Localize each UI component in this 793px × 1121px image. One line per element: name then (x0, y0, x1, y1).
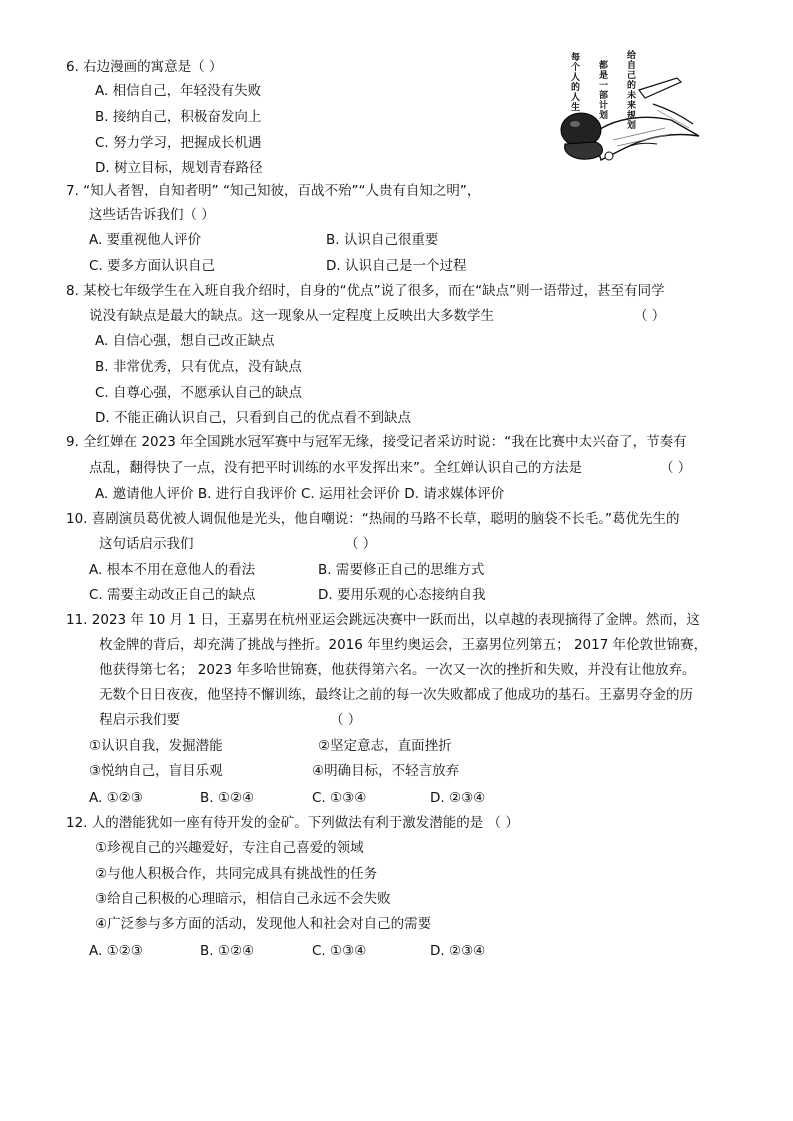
q9-stem-line1: 9. 全红婵在 2023 年全国跳水冠军赛中与冠军无缘，接受记者采访时说：“我在比赛中太兴奋了，节奏有 (66, 434, 687, 450)
q8-answer-paren: （ ） (634, 308, 666, 324)
q11-answer-b: B. ①②④ (200, 790, 255, 806)
q7-option-d: D. 认识自己是一个过程 (326, 258, 467, 274)
q11-stem-line2: 枚金牌的背后，却充满了挑战与挫折。2016 年里约奥运会，王嘉男位列第五； 2017 年伦敦世锦赛， (99, 637, 708, 653)
cartoon-illustration (553, 48, 703, 166)
q12-answer-b: B. ①②④ (200, 943, 255, 959)
q6-option-d: D. 树立目标，规划青春路径 (95, 160, 263, 176)
q11-answer-d: D. ②③④ (430, 790, 486, 806)
q7-stem-line1: 7. “知人者智，自知者明” “知己知彼，百战不殆”“人贵有自知之明”， (66, 183, 481, 199)
q10-option-b: B. 需要修正自己的思维方式 (318, 562, 485, 578)
q8-option-b: B. 非常优秀，只有优点，没有缺点 (95, 359, 302, 375)
q7-option-b: B. 认识自己很重要 (326, 232, 439, 248)
q8-stem-line2: 说没有缺点是最大的缺点。这一现象从一定程度上反映出大多数学生 (89, 308, 494, 324)
q10-option-d: D. 要用乐观的心态接纳自我 (318, 587, 486, 603)
q7-stem-line2: 这些话告诉我们（ ） (89, 207, 215, 223)
q6-option-a: A. 相信自己，年轻没有失败 (95, 83, 262, 99)
q11-item-4: ④明确目标，不轻言放弃 (312, 763, 460, 779)
q8-stem-line1: 8. 某校七年级学生在入班自我介绍时，自身的“优点”说了很多，而在“缺点”则一语带过，甚至有同学 (66, 283, 665, 299)
q12-answer-a: A. ①②③ (89, 943, 143, 959)
cartoon-caption-3: 给自己的未来规划 (625, 50, 635, 130)
q11-stem-line3: 他获得第七名； 2023 年多哈世锦赛，他获得第六名。一次又一次的挫折和失败，并没有让他放弃。 (99, 662, 696, 678)
q12-item-2: ②与他人积极合作，共同完成具有挑战性的任务 (95, 866, 378, 882)
q11-item-2: ②坚定意志，直面挫折 (318, 738, 452, 754)
cartoon-caption-2: 都是一部计划 (597, 60, 607, 120)
q7-option-c: C. 要多方面认识自己 (89, 258, 216, 274)
q8-option-c: C. 自尊心强，不愿承认自己的缺点 (95, 385, 303, 401)
q10-option-c: C. 需要主动改正自己的缺点 (89, 587, 256, 603)
q9-stem-line2: 点乱，翻得快了一点，没有把平时训练的水平发挥出来”。全红婵认识自己的方法是 (89, 460, 582, 476)
q6-option-c: C. 努力学习，把握成长机遇 (95, 135, 262, 151)
q12-item-1: ①珍视自己的兴趣爱好，专注自己喜爱的领域 (95, 840, 364, 856)
q11-answer-paren: （ ） (330, 712, 362, 728)
q12-answer-c: C. ①③④ (312, 943, 367, 959)
q11-item-3: ③悦纳自己，盲目乐观 (89, 763, 223, 779)
q12-stem: 12. 人的潜能犹如一座有待开发的金矿。下列做法有利于激发潜能的是 （ ） (66, 815, 519, 831)
q6-stem: 6. 右边漫画的寓意是（ ） (66, 59, 223, 75)
q6-option-b: B. 接纳自己，积极奋发向上 (95, 109, 262, 125)
q11-answer-a: A. ①②③ (89, 790, 143, 806)
q11-answer-c: C. ①③④ (312, 790, 367, 806)
q11-stem-line5: 程启示我们要 (99, 712, 180, 728)
q11-stem-line1: 11. 2023 年 10 月 1 日，王嘉男在杭州亚运会跳远决赛中一跃而出，以卓越的表现摘得了金牌。然而，这 (66, 612, 700, 628)
q10-stem-line1: 10. 喜剧演员葛优被人调侃他是光头，他自嘲说：“热闹的马路不长草，聪明的脑袋不长毛。”葛优先生的 (66, 511, 680, 527)
q12-item-4: ④广泛参与多方面的活动，发现他人和社会对自己的需要 (95, 916, 432, 932)
q8-option-a: A. 自信心强，想自己改正缺点 (95, 333, 275, 349)
q8-option-d: D. 不能正确认识自己，只看到自己的优点看不到缺点 (95, 410, 411, 426)
q12-answer-d: D. ②③④ (430, 943, 486, 959)
q11-stem-line4: 无数个日日夜夜，他坚持不懈训练，最终让之前的每一次失败都成了他成功的基石。王嘉男夺金的历 (99, 687, 693, 703)
q9-answer-paren: （ ） (660, 460, 692, 476)
q10-stem-line2: 这句话启示我们 (99, 536, 194, 552)
q9-options: A. 邀请他人评价 B. 进行自我评价 C. 运用社会评价 D. 请求媒体评价 (95, 486, 505, 502)
q7-option-a: A. 要重视他人评价 (89, 232, 202, 248)
q10-answer-paren: （ ） (345, 536, 377, 552)
cartoon-caption-1: 每个人的人生 (569, 52, 579, 112)
q12-item-3: ③给自己积极的心理暗示，相信自己永远不会失败 (95, 891, 391, 907)
q10-option-a: A. 根本不用在意他人的看法 (89, 562, 256, 578)
q11-item-1: ①认识自我，发掘潜能 (89, 738, 223, 754)
